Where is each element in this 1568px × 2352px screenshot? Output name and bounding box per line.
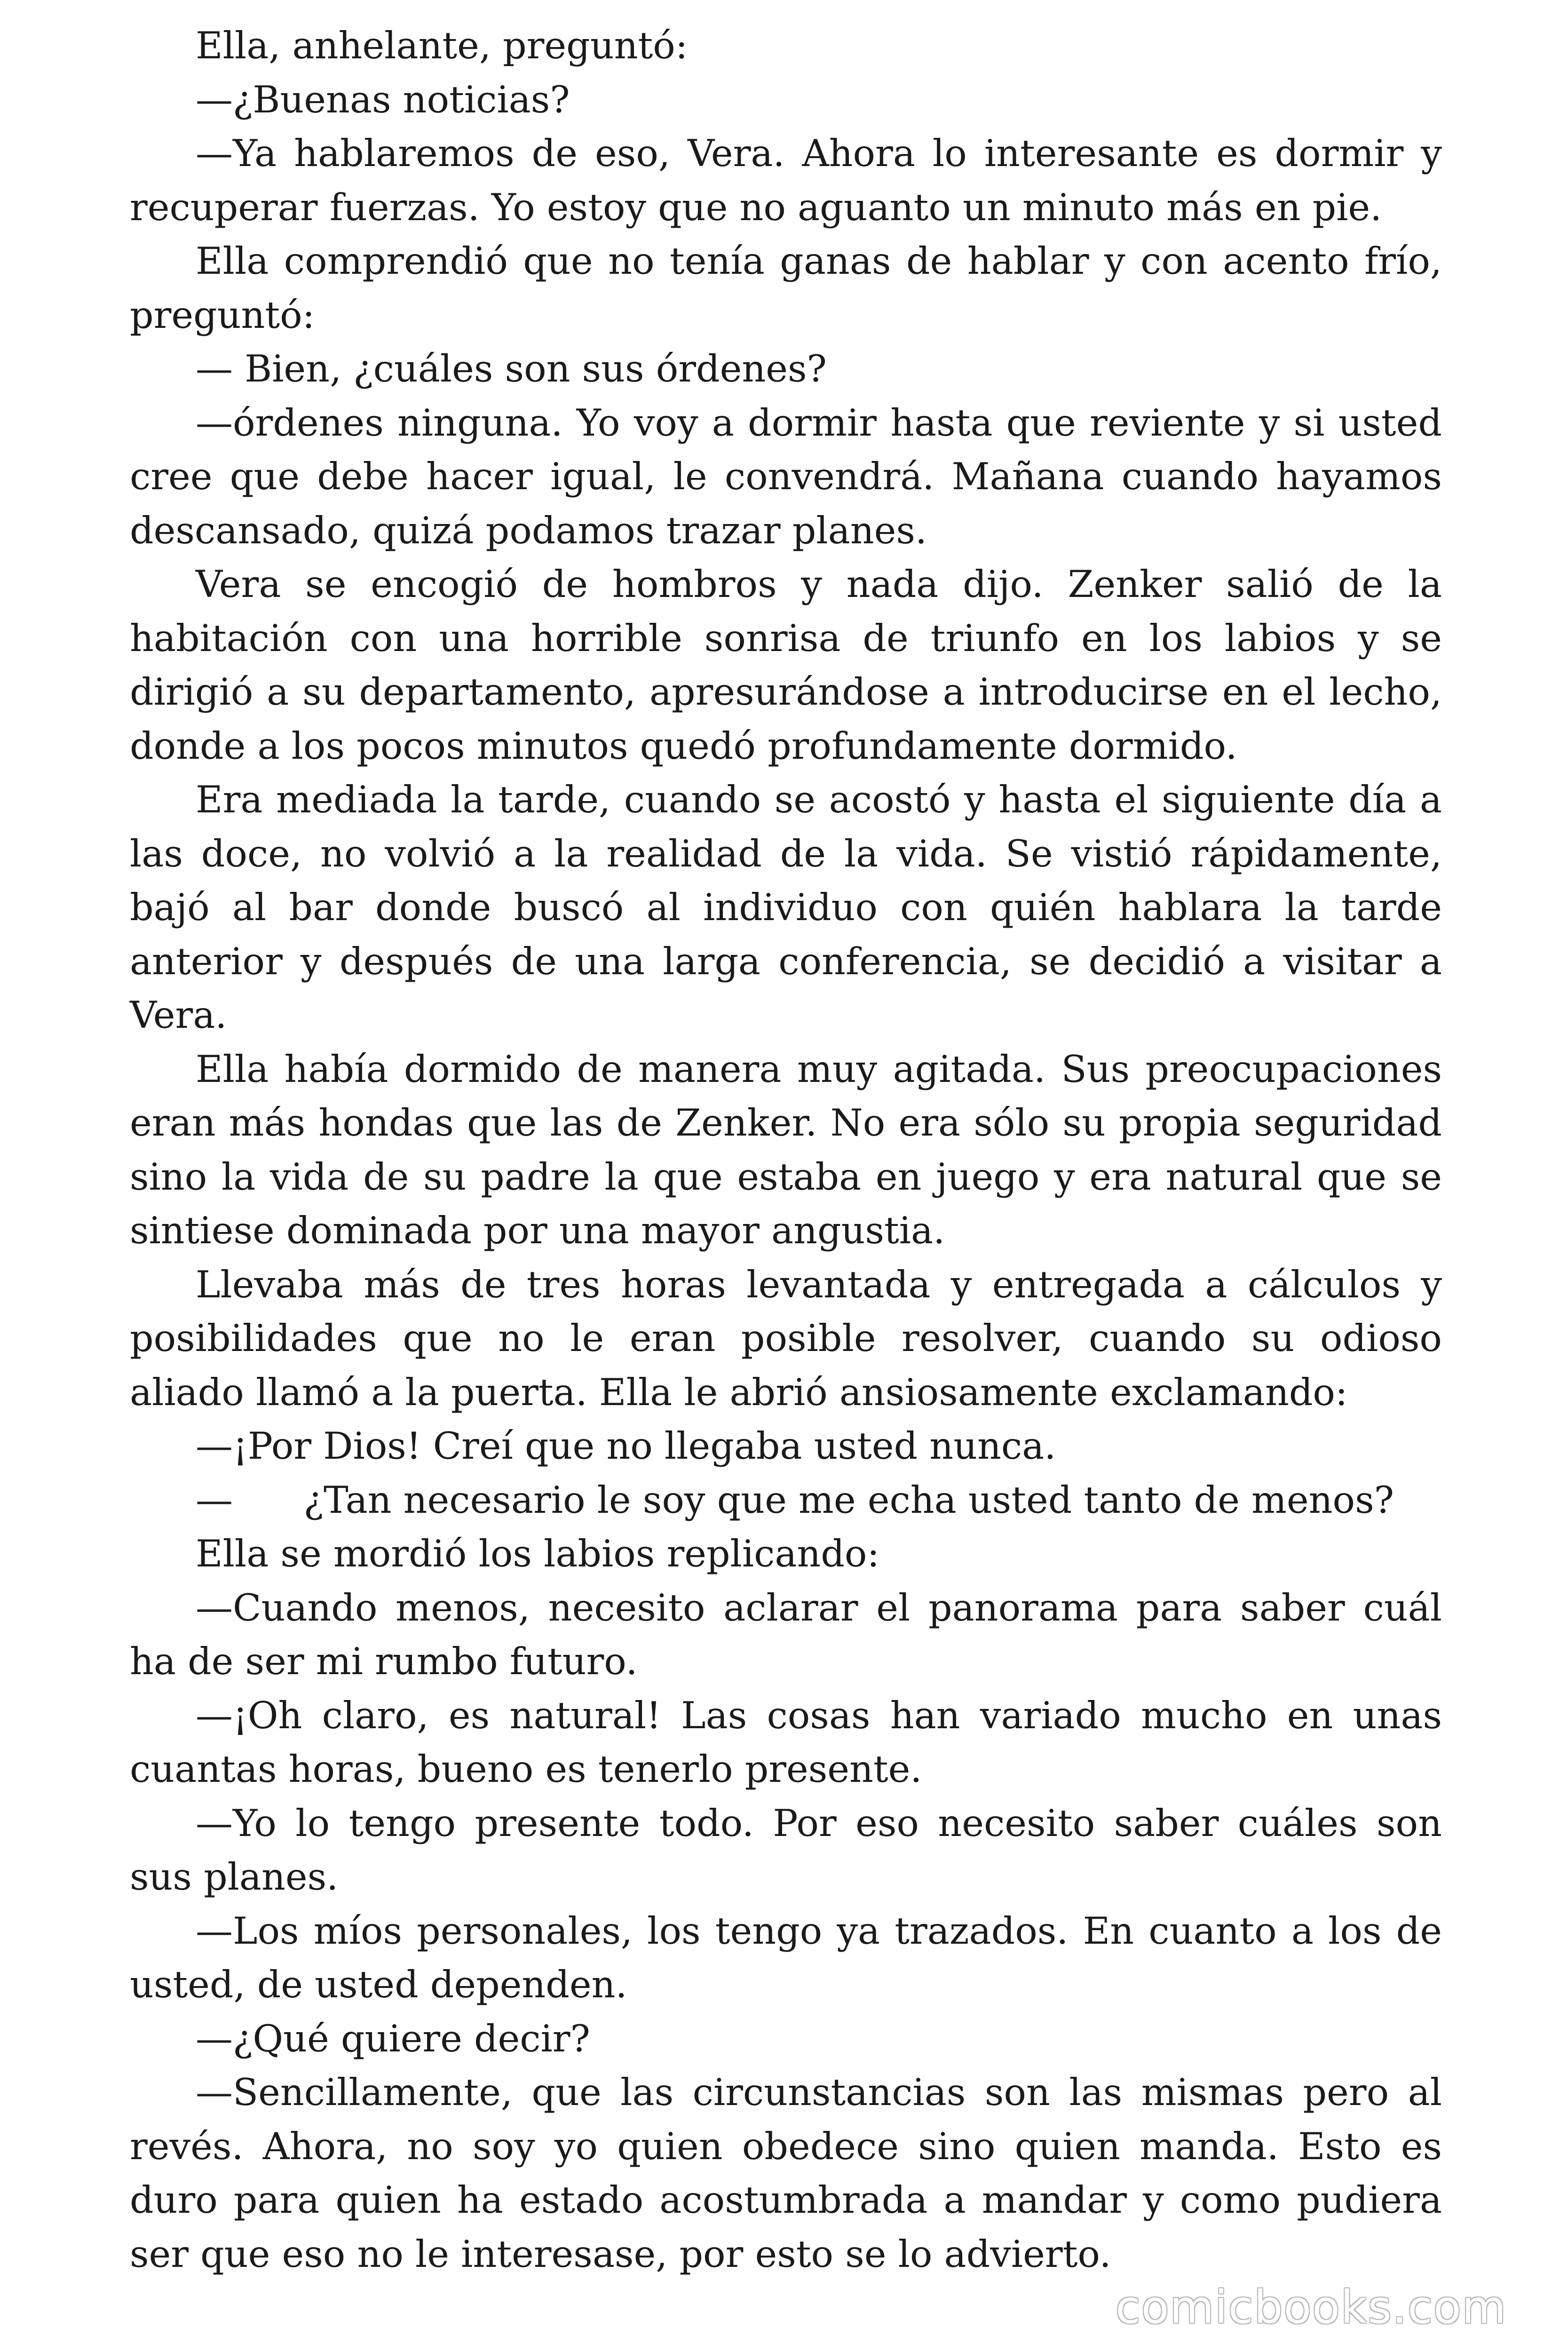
watermark: comicbooks.com bbox=[1115, 2281, 1507, 2334]
paragraph: —Yo lo tengo presente todo. Por eso necesito saber cuáles son sus planes. bbox=[130, 1801, 1442, 1899]
paragraph: —¡Por Dios! Creí que no llegaba usted nunca. bbox=[196, 1424, 1056, 1468]
paragraph: —Ya hablaremos de eso, Vera. Ahora lo interesante es dormir y recuperar fuerzas. Yo estoy que no aguanto un minuto más en pie. bbox=[130, 132, 1442, 229]
paragraph: —¡Oh claro, es natural! Las cosas han variado mucho en unas cuantas horas, bueno es tenerlo presente. bbox=[130, 1693, 1442, 1791]
paragraph: — Bien, ¿cuáles son sus órdenes? bbox=[196, 347, 827, 390]
paragraph: Ella comprendió que no tenía ganas de hablar y con acento frío, preguntó: bbox=[130, 239, 1442, 337]
page-body bbox=[130, 19, 1442, 2281]
paragraph: Ella había dormido de manera muy agitada. Sus preocupaciones eran más hondas que las de Zenker. No era sólo su propia seguridad sino la vida de su padre la que estaba en juego y era natural que se sintiese dominada por una mayor angustia. bbox=[130, 1047, 1442, 1252]
paragraph: —Los míos personales, los tengo ya trazados. En cuanto a los de usted, de usted dependen. bbox=[130, 1909, 1442, 2006]
paragraph: Ella se mordió los labios replicando: bbox=[196, 1532, 880, 1575]
paragraph: —¿Qué quiere decir? bbox=[196, 2017, 590, 2060]
paragraph: Vera se encogió de hombros y nada dijo. Zenker salió de la habitación con una horrible sonrisa de triunfo en los labios y se dirigió a su departamento, apresurándose a introducirse en el lecho, donde a los pocos minutos quedó profundamente dormido. bbox=[130, 563, 1442, 768]
paragraph: —Sencillamente, que las circunstancias son las mismas pero al revés. Ahora, no soy yo quien obedece sino quien manda. Esto es duro para quien ha estado acostumbrada a mandar y como pudiera ser que eso no le interesase, por esto se lo advierto. bbox=[130, 2071, 1442, 2276]
paragraph: — ¿Tan necesario le soy que me echa usted tanto de menos? bbox=[196, 1478, 1394, 1522]
paragraph: Llevaba más de tres horas levantada y entregada a cálculos y posibilidades que no le eran posible resolver, cuando su odioso aliado llamó a la puerta. Ella le abrió ansiosamente exclamando: bbox=[130, 1263, 1442, 1414]
paragraph: Ella, anhelante, preguntó: bbox=[196, 24, 688, 67]
paragraph: —Cuando menos, necesito aclarar el panorama para saber cuál ha de ser mi rumbo futuro. bbox=[130, 1586, 1442, 1683]
paragraph: Era mediada la tarde, cuando se acostó y hasta el siguiente día a las doce, no volvió a la realidad de la vida. Se vistió rápidamente, bajó al bar donde buscó al individuo con quién hablara la tarde anterior y después de una larga conferencia, se decidió a visitar a Vera. bbox=[130, 778, 1442, 1037]
paragraph: —órdenes ninguna. Yo voy a dormir hasta que reviente y si usted cree que debe hacer igual, le convendrá. Mañana cuando hayamos descansado, quizá podamos trazar planes. bbox=[130, 401, 1442, 552]
paragraph: —¿Buenas noticias? bbox=[196, 78, 570, 121]
